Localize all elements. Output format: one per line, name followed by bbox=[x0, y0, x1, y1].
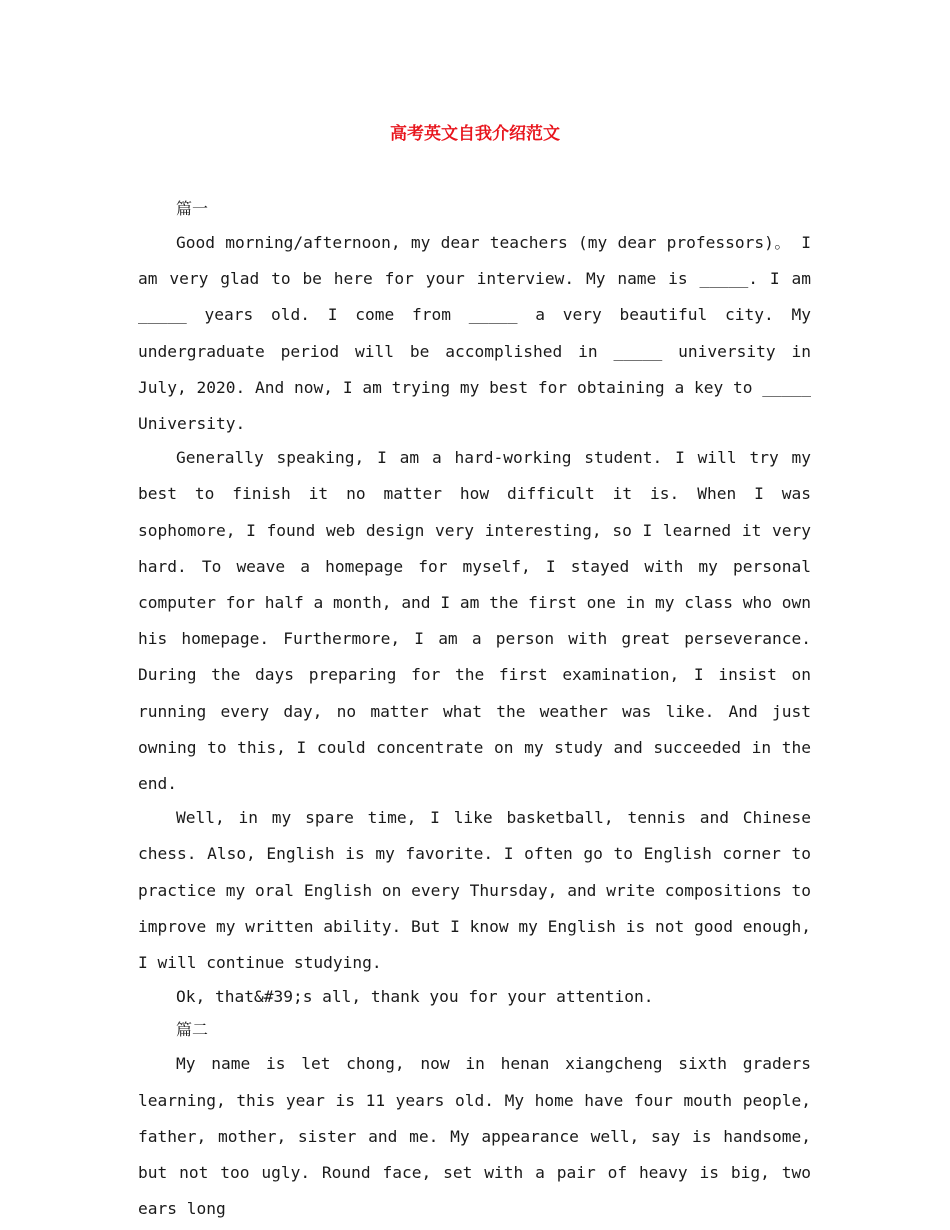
section-label-2: 篇二 bbox=[176, 1020, 209, 1040]
section-label-1: 篇一 bbox=[176, 199, 209, 218]
paragraph: Well, in my spare time, I like basketball, tennis and Chinese chess. Also, English is my favorite. I often go to English corner to practice my oral English on every Thursday, and write compositions to improve my written ability. But I know my English is not good enough, I will continue studying. bbox=[138, 808, 811, 973]
paragraph: My name is let chong, now in henan xiangcheng sixth graders learning, this year is 11 years old. My home have four mouth people, father, mother, sister and me. My appearance well, say is handsome, but not too ugly. Round face, set with a pair of heavy is big, two ears long bbox=[138, 1054, 811, 1219]
paragraph: Generally speaking, I am a hard-working student. I will try my best to finish it no matter how difficult it is. When I was sophomore, I found web design very interesting, so I learned it very hard. To weave a homepage for myself, I stayed with my personal computer for half a month, and I am the first one in my class who own his homepage. Furthermore, I am a person with great perseverance. During the days preparing for the first examination, I insist on running every day, no matter what the weather was like. And just owning to this, I could concentrate on my study and succeeded in the end. bbox=[138, 448, 811, 794]
document-body bbox=[138, 192, 811, 1225]
paragraph: Good morning/afternoon, my dear teachers (my dear professors)。 I am very glad to be here for your interview. My name is _____. I am _____ years old. I come from _____ a very beautiful city. My undergraduate period will be accomplished in _____ university in July, 2020. And now, I am trying my best for obtaining a key to _____ University. bbox=[138, 233, 811, 434]
paragraph: Ok, that&#39;s all, thank you for your attention. bbox=[176, 987, 654, 1007]
page-title: 高考英文自我介绍范文 bbox=[390, 124, 560, 144]
